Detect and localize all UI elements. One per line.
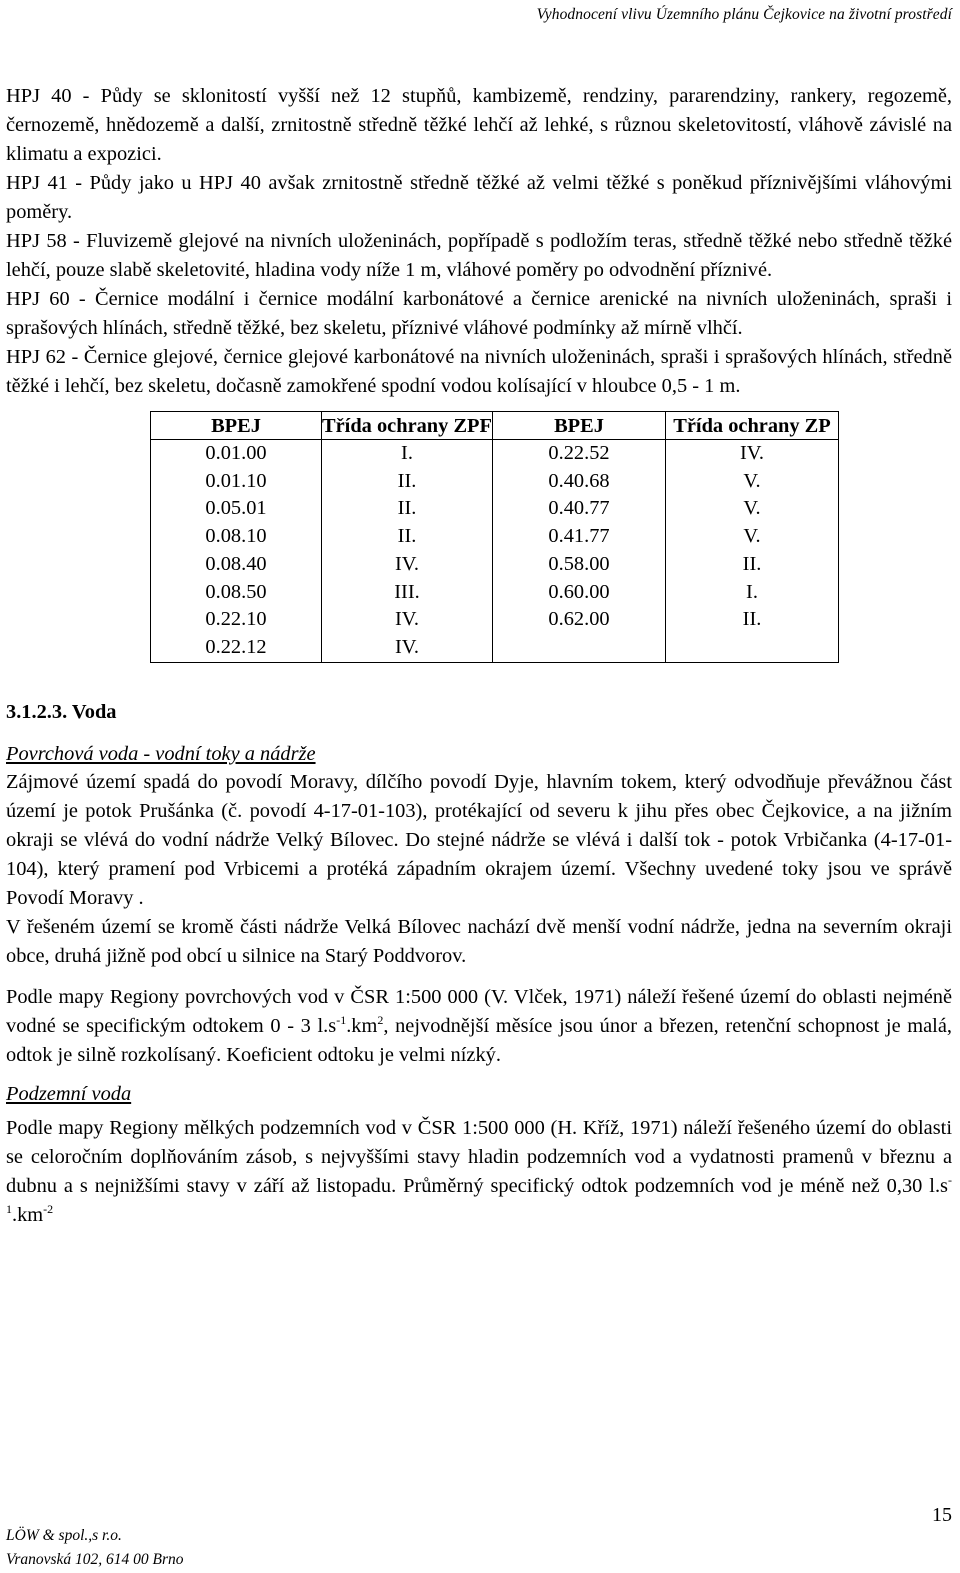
table-cell: 0.60.00 (493, 579, 666, 607)
paragraph-hpj41: HPJ 41 - Půdy jako u HPJ 40 avšak zrnitostně středně těžké až velmi těžké s poněkud příznivějšími vláhovými poměry. (6, 172, 952, 223)
table-row (151, 495, 839, 523)
table-cell: V. (666, 495, 839, 523)
paragraph-hpj60: HPJ 60 - Černice modální i černice modální karbonátové a černice arenické na nivních uloženinách, spraši i sprašových hlínách, středně těžké, bez skeletu, příznivé vláhové podmínky až mírně vlhčí. (6, 288, 952, 339)
table-cell: 0.22.12 (151, 634, 322, 662)
table-row (151, 606, 839, 634)
table-cell: IV. (322, 551, 493, 579)
table-cell: 0.58.00 (493, 551, 666, 579)
table-row (151, 523, 839, 551)
table-cell: 0.62.00 (493, 606, 666, 634)
table-cell (493, 634, 666, 662)
paragraph-hpj40: HPJ 40 - Půdy se sklonitostí vyšší než 12 stupňů, kambizemě, rendziny, pararendziny, rankery, regozemě, černozemě, hnědozemě a další, zrnitostně středně těžké lehčí až lehké, s různou skeletovitostí, vláhově závislé na klimatu a expozici. (6, 85, 952, 165)
table-cell: 0.22.10 (151, 606, 322, 634)
table-cell: 0.01.00 (151, 440, 322, 468)
footer (6, 1524, 184, 1572)
bpej-table (150, 411, 839, 663)
surface-paragraph-2: V řešeném území se kromě části nádrže Velká Bílovec nachází dvě menší vodní nádrže, jedna na severním okraji obce, druhá jižně pod obcí u silnice na Starý Poddvorov. (6, 915, 952, 967)
table-cell: 0.05.01 (151, 495, 322, 523)
table-cell: IV. (322, 606, 493, 634)
table-cell: 0.08.40 (151, 551, 322, 579)
ground-paragraph: Podle mapy Regiony mělkých podzemních vod v ČSR 1:500 000 (H. Kříž, 1971) náleží řešeného území do oblasti se celoročním doplňováním zásob, s nejvyššími stavy hladin podzemních vod a vydatnosti pramenů v březnu a dubnu a s nejnižšími stavy v září až listopadu. Průměrný specifický odtok podzemních vod je méně než 0,30 $l.s^{-1}.km^{-2}$ (6, 1116, 952, 1226)
table-cell: II. (322, 468, 493, 496)
table-header-cell: Třída ochrany ZPF (322, 412, 493, 440)
table-cell: 0.41.77 (493, 523, 666, 551)
paragraph-hpj62: HPJ 62 - Černice glejové, černice glejové karbonátové na nivních uloženinách, spraši i sprašových hlínách, středně těžké i lehčí, bez skeletu, dočasně zamokřené spodní vodou kolísající v hloubce 0,5 - 1 m. (6, 346, 952, 397)
page-number: 15 (932, 1504, 952, 1526)
ground-water-heading: Podzemní voda (6, 1082, 132, 1105)
table-cell: I. (666, 579, 839, 607)
table-cell: III. (322, 579, 493, 607)
table-cell (666, 634, 839, 662)
table-cell: 0.08.10 (151, 523, 322, 551)
table-cell: II. (666, 551, 839, 579)
table-cell: V. (666, 523, 839, 551)
surface-paragraph-3: Podle mapy Regiony povrchových vod v ČSR 1:500 000 (V. Vlček, 1971) náleží řešené území do oblasti nejméně vodné se specifickým odtokem 0 - 3 $l.s^{-1}.km^2$, nejvodnější měsíce jsou únor a březen, retenční schopnost je malá, odtok je silně rozkolísaný. Koeficient odtoku je velmi nízký. (6, 985, 952, 1066)
running-header: Vyhodnocení vlivu Územního plánu Čejkovice na životní prostředí (536, 6, 952, 23)
table-header-cell: BPEJ (493, 412, 666, 440)
table-cell: 0.08.50 (151, 579, 322, 607)
table-row (151, 468, 839, 496)
table-row (151, 551, 839, 579)
footer-address: Vranovská 102, 614 00 Brno (6, 1551, 184, 1568)
section-title: 3.1.2.3. Voda (6, 700, 117, 723)
table-cell: II. (666, 606, 839, 634)
table-cell: 0.40.77 (493, 495, 666, 523)
table-cell: 0.01.10 (151, 468, 322, 496)
page-content (6, 82, 952, 1230)
table-row (151, 440, 839, 468)
table-header-cell: Třída ochrany ZP (666, 412, 839, 440)
table-cell: 0.40.68 (493, 468, 666, 496)
table-cell: IV. (322, 634, 493, 662)
table-row (151, 634, 839, 662)
table-cell: II. (322, 523, 493, 551)
table-cell: I. (322, 440, 493, 468)
table-header-cell: BPEJ (151, 412, 322, 440)
table-cell: V. (666, 468, 839, 496)
table-header-row (151, 412, 839, 440)
table-cell: 0.22.52 (493, 440, 666, 468)
paragraph-hpj58: HPJ 58 - Fluvizemě glejové na nivních uloženinách, popřípadě s podložím teras, středně těžké nebo středně těžké lehčí, pouze slabě skeletovité, hladina vody níže 1 m, vláhové poměry po odvodnění příznivé. (6, 230, 952, 281)
table-cell: II. (322, 495, 493, 523)
table-cell: IV. (666, 440, 839, 468)
footer-company: LÖW & spol.,s r.o. (6, 1527, 122, 1544)
table-row (151, 579, 839, 607)
surface-paragraph-1: Zájmové území spadá do povodí Moravy, dílčího povodí Dyje, hlavním tokem, který odvodňuje převážnou část území je potok Prušánka (č. povodí 4-17-01-103), protékající od severu k jihu přes obec Čejkovice, a na jižním okraji se vlévá do vodní nádrže Velký Bílovec. Do stejné nádrže se vlévá i další tok - potok Vrbičanka (4-17-01-104), který pramení pod Vrbicemi a protéká západním okrajem území. Všechny uvedené toky jsou ve správě Povodí Moravy . (6, 770, 952, 909)
surface-water-heading: Povrchová voda - vodní toky a nádrže (6, 742, 316, 765)
